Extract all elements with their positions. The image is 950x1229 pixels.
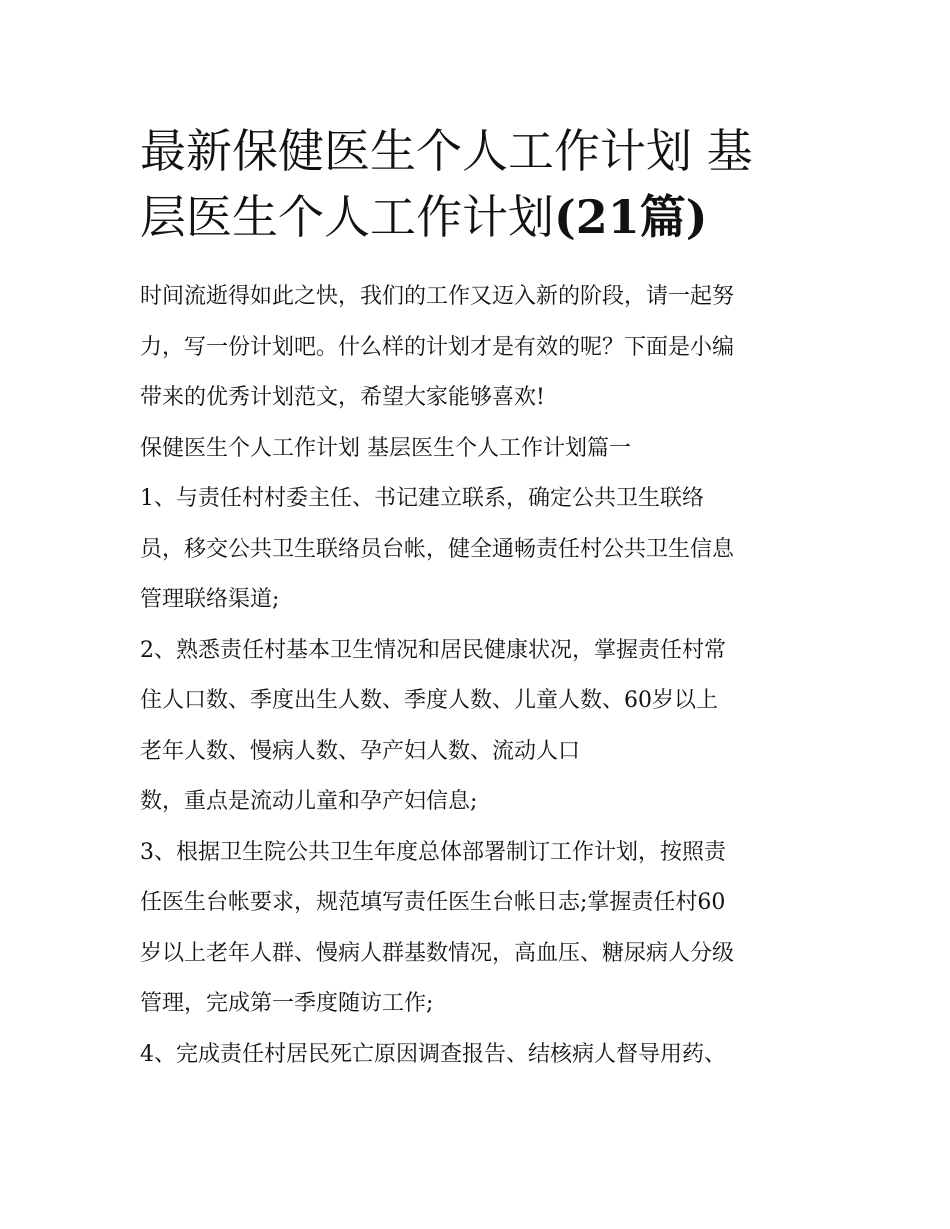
body-line: 1、与责任村村委主任、书记建立联系，确定公共卫生联络 <box>140 486 704 511</box>
document-title <box>140 118 820 250</box>
section-heading: 保健医生个人工作计划 基层医生个人工作计划篇一 <box>140 435 631 461</box>
body-line: 时间流逝得如此之快，我们的工作又迈入新的阶段，请一起努 <box>140 284 735 309</box>
body-line: 3、根据卫生院公共卫生年度总体部署制订工作计划，按照责 <box>140 839 726 865</box>
document-page <box>140 118 820 1080</box>
body-line: 2、熟悉责任村基本卫生情况和居民健康状况，掌握责任村常 <box>140 637 726 663</box>
body-line: 力，写一份计划吧。什么样的计划才是有效的呢？下面是小编 <box>140 334 735 360</box>
body-line: 管理联络渠道; <box>140 587 280 612</box>
body-line: 住人口数、季度出生人数、季度人数、儿童人数、60岁以上 <box>140 688 718 713</box>
title-line-2-text: 层医生个人工作计划 <box>140 190 554 244</box>
title-count: (21篇) <box>554 190 708 244</box>
title-line-1-text: 最新保健医生个人工作计划 基 <box>140 124 753 178</box>
body-line: 管理，完成第一季度随访工作; <box>140 991 434 1016</box>
title-line-2 <box>140 184 820 250</box>
title-line-1 <box>140 118 820 184</box>
body-line: 任医生台帐要求，规范填写责任医生台帐日志;掌握责任村60 <box>140 890 726 915</box>
document-body <box>140 272 820 1080</box>
body-line: 老年人数、慢病人数、孕产妇人数、流动人口 <box>140 738 581 764</box>
body-line: 数，重点是流动儿童和孕产妇信息; <box>140 789 478 814</box>
body-line: 带来的优秀计划范文，希望大家能够喜欢! <box>140 385 545 410</box>
body-line: 4、完成责任村居民死亡原因调查报告、结核病人督导用药、 <box>140 1041 726 1067</box>
body-line: 岁以上老年人群、慢病人群基数情况，高血压、糖尿病人分级 <box>140 940 735 966</box>
body-line: 员，移交公共卫生联络员台帐，健全通畅责任村公共卫生信息 <box>140 536 735 562</box>
